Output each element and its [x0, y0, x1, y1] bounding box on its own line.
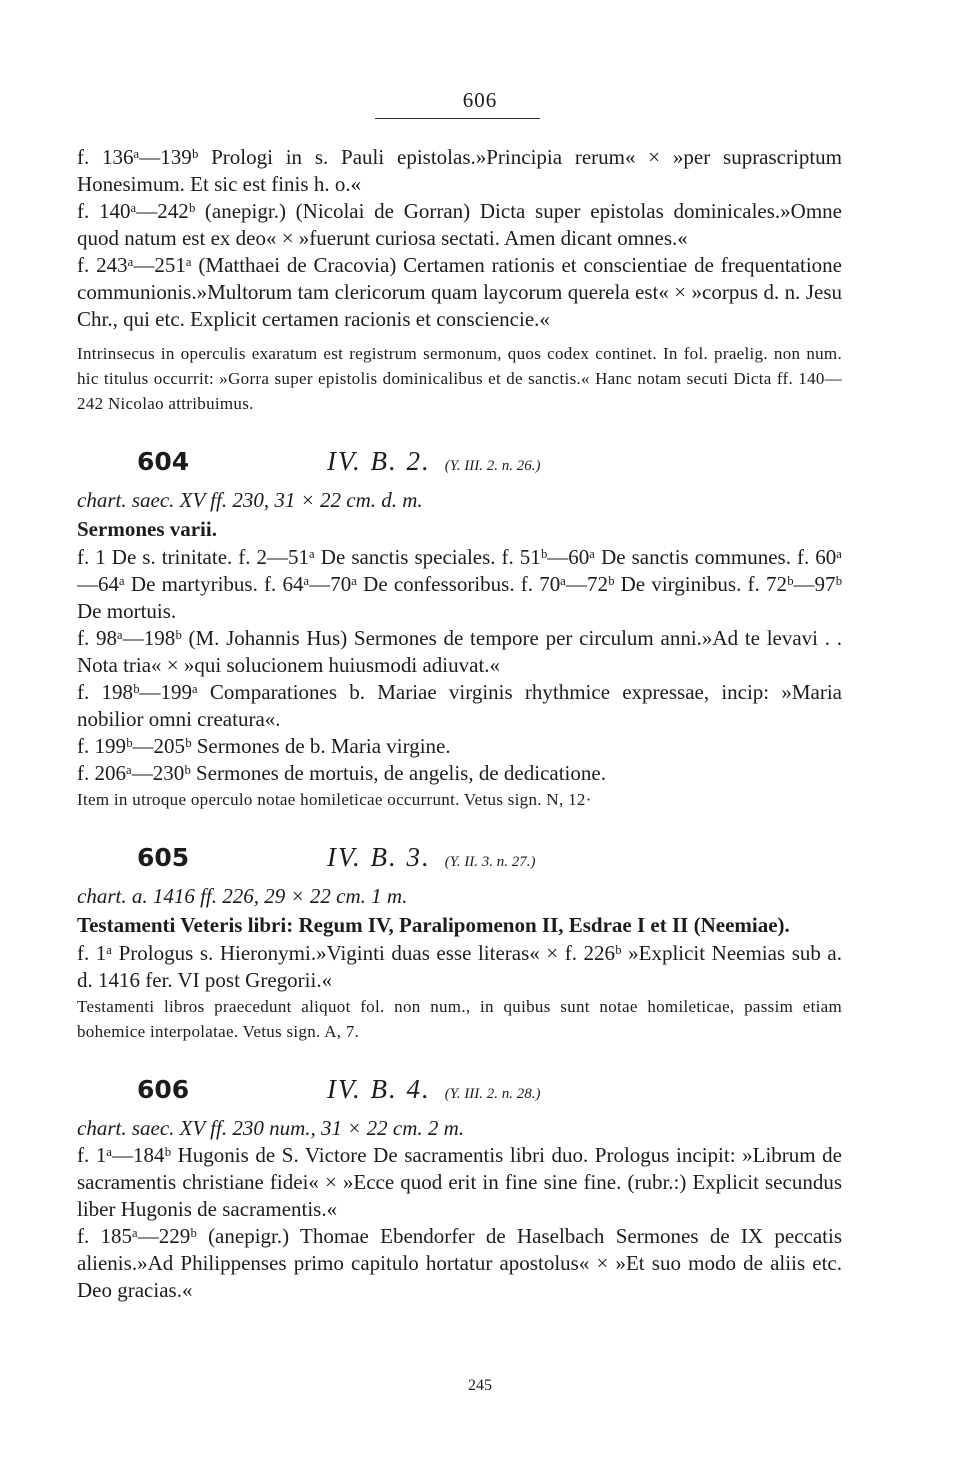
entry-note: Item in utroque operculo notae homileticae occurrunt. Vetus sign. N, 12·	[77, 790, 592, 809]
entry-line: f. 185ᵃ—229ᵇ (anepigr.) Thomae Ebendorfer de Haselbach Sermones de IX peccatis alienis.»Ad Philippenses primo capitulo hortatur apostolus« × »Et suo modo de aliis etc. Deo gracias.«	[77, 1224, 842, 1302]
entry-heading	[77, 446, 842, 486]
shelf-mark: IV. B. 3.	[327, 842, 431, 872]
entry-meta: chart. saec. XV ff. 230 num., 31 × 22 cm. 2 m.	[77, 1116, 465, 1140]
page-number-header: 606	[462, 88, 498, 112]
old-signature: (Y. III. 2. n. 28.)	[444, 1086, 541, 1102]
entry-line: f. 1ᵃ Prologus s. Hieronymi.»Viginti duas esse literas« × f. 226ᵇ »Explicit Neemias sub a. d. 1416 fer. VI post Gregorii.«	[77, 941, 842, 992]
entry-note: Intrinsecus in operculis exaratum est registrum sermonum, quos codex continet. In fol. praelig. non num. hic titulus occurrit: »Gorra super epistolis dominicalibus et de sanctis.« Hanc notam secuti Dicta ff. 140—242 Nicolao attribuimus.	[77, 344, 842, 413]
entry-line: f. 198ᵇ—199ᵃ Comparationes b. Mariae virginis rhythmice expressae, incip: »Maria nobilior omni creatura«.	[77, 680, 842, 731]
catalog-entry-604	[77, 446, 842, 812]
catalog-entry-606	[77, 1074, 842, 1304]
entry-line: f. 140ᵃ—242ᵇ (anepigr.) (Nicolai de Gorran) Dicta super epistolas dominicales.»Omne quod natum est ex deo« × »fuerunt curiosa sectati. Amen dicant omnes.«	[77, 199, 842, 250]
entry-number: 604	[137, 447, 190, 476]
entry-note: Testamenti libros praecedunt aliquot fol. non num., in quibus sunt notae homileticae, passim etiam bohemice interpolatae. Vetus sign. A, 7.	[77, 997, 842, 1041]
shelf-mark: IV. B. 2.	[327, 446, 431, 476]
page-number-footer: 245	[468, 1377, 492, 1394]
entry-line: f. 1ᵃ—184ᵇ Hugonis de S. Victore De sacramentis libri duo. Prologus incipit: »Librum de sacramentis christiane fidei« × »Ecce quod erit in fine sine fine. (rubr.:) Explicit secundus liber Hugonis de sacramentis.«	[77, 1143, 842, 1221]
entry-number: 605	[137, 843, 190, 872]
entry-title: Sermones varii.	[77, 517, 217, 541]
entry-number: 606	[137, 1075, 190, 1104]
old-signature: (Y. III. 2. n. 26.)	[444, 458, 541, 474]
header-rule	[375, 118, 540, 119]
catalog-entry-605	[77, 842, 842, 1044]
entry-line: f. 243ᵃ—251ᵃ (Matthaei de Cracovia) Certamen rationis et conscientiae de frequentatione communionis.»Multorum tam clericorum quam laycorum querela est« × »corpus d. n. Jesu Chr., qui etc. Explicit certamen racionis et consciencie.«	[77, 253, 842, 331]
entry-line: f. 1 De s. trinitate. f. 2—51ᵃ De sanctis speciales. f. 51ᵇ—60ᵃ De sanctis communes. f. 60ᵃ—64ᵃ De martyribus. f. 64ᵃ—70ᵃ De confessoribus. f. 70ᵃ—72ᵇ De virginibus. f. 72ᵇ—97ᵇ De mortuis.	[77, 545, 842, 623]
entry-line: f. 136ᵃ—139ᵇ Prologi in s. Pauli epistolas.»Principia rerum« × »per suprascriptum Honesimum. Et sic est finis h. o.«	[77, 145, 842, 196]
entry-meta: chart. saec. XV ff. 230, 31 × 22 cm. d. m.	[77, 488, 423, 512]
old-signature: (Y. II. 3. n. 27.)	[444, 854, 536, 870]
page-content	[77, 144, 842, 1304]
shelf-mark: IV. B. 4.	[327, 1074, 431, 1104]
prev-entry	[77, 144, 842, 416]
entry-meta: chart. a. 1416 ff. 226, 29 × 22 cm. 1 m.	[77, 884, 408, 908]
entry-line: f. 98ᵃ—198ᵇ (M. Johannis Hus) Sermones de tempore per circulum anni.»Ad te levavi . . Nota tria« × »qui solucionem huiusmodi adiuvat.«	[77, 626, 842, 677]
entry-line: f. 199ᵇ—205ᵇ Sermones de b. Maria virgine.	[77, 734, 451, 758]
entry-line: f. 206ᵃ—230ᵇ Sermones de mortuis, de angelis, de dedicatione.	[77, 761, 606, 785]
entry-heading	[77, 842, 842, 882]
entry-title: Testamenti Veteris libri: Regum IV, Paralipomenon II, Esdrae I et II (Neemiae).	[77, 913, 790, 937]
entry-heading	[77, 1074, 842, 1114]
